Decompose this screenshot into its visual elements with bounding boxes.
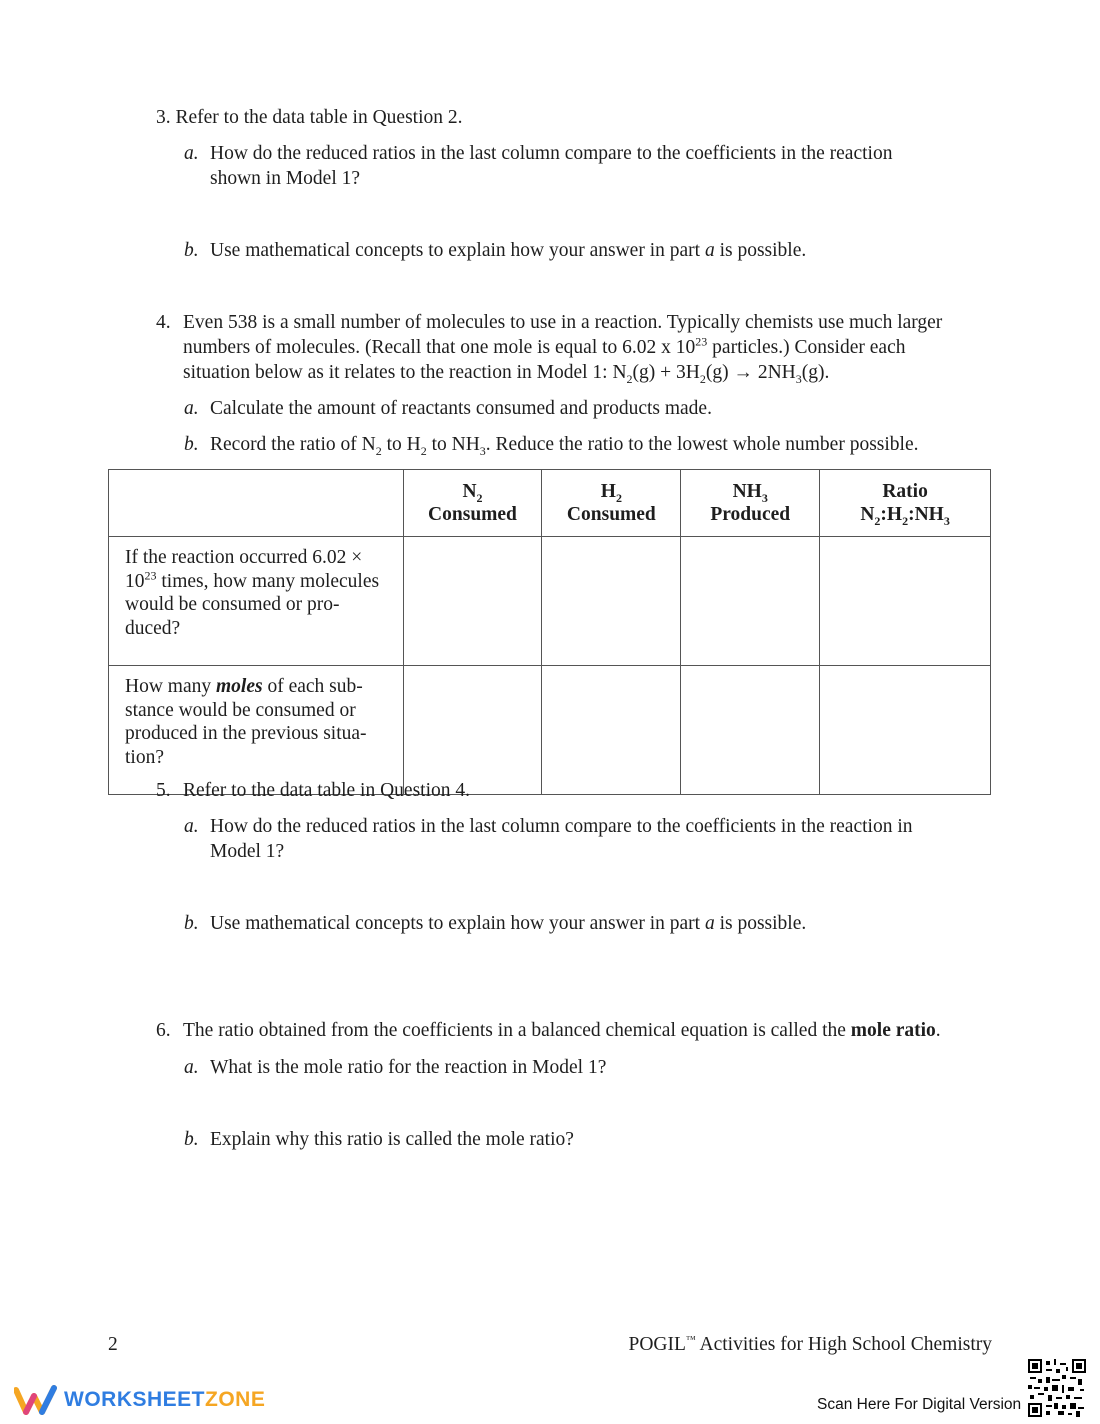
question-4a [184, 396, 712, 421]
part-text: Explain why this ratio is called the mole ratio? [210, 1129, 574, 1150]
part-text: Use mathematical concepts to explain how your answer in part [210, 240, 705, 261]
part-ref: a [704, 240, 715, 261]
part-label: b. [184, 240, 199, 261]
worksheetzone-logo-icon [14, 1384, 60, 1416]
question-text: . [935, 1020, 941, 1041]
part-label: a. [184, 816, 199, 837]
part-text-line: How do the reduced ratios in the last column compare to the coefficients in the reaction in [210, 816, 913, 837]
subscript: 2 [626, 371, 633, 386]
table-header-n2: $N_2$ Consumed [403, 470, 542, 537]
key-term: mole ratio [850, 1020, 936, 1041]
part-text: . Reduce the ratio to the lowest whole number possible. [485, 434, 919, 455]
question-text-line: numbers of molecules. (Recall that one mole is equal to 6.02 x 10 [183, 337, 696, 358]
question-5b [184, 911, 806, 936]
subscript: 3 [795, 371, 802, 386]
question-4 [156, 310, 942, 385]
question-text-line: Even 538 is a small number of molecules to use in a reaction. Typically chemists use much larger [183, 312, 943, 333]
question-number: 6. [156, 1020, 171, 1041]
part-text: Record the ratio of N [210, 434, 376, 455]
row-label-molecules: If the reaction occurred 6.02 × $10^{23}$ times, how many molecules would be consumed or pro- duced? [109, 537, 404, 666]
worksheetzone-logo[interactable] [14, 1384, 265, 1416]
row-label-moles: How many moles of each sub- stance would be consumed or produced in the previous situa- tion? [109, 666, 404, 795]
answer-cell-nh3-molecules[interactable] [681, 537, 820, 666]
part-text: to H [381, 434, 421, 455]
question-5 [156, 778, 470, 803]
question-6a [184, 1055, 606, 1080]
question-number: 5. [156, 780, 171, 801]
part-text: is possible. [714, 240, 807, 261]
page-number: 2 [108, 1334, 118, 1355]
question-3 [156, 105, 463, 130]
equation-text: (g) → 2NH [705, 362, 796, 383]
question-number: 4. [156, 312, 171, 333]
part-text: What is the mole ratio for the reaction in Model 1? [210, 1057, 607, 1078]
exponent: 23 [695, 334, 708, 349]
question-text: Refer to the data table in Question 2. [175, 107, 463, 128]
part-text-line: How do the reduced ratios in the last column compare to the coefficients in the reaction [210, 143, 893, 164]
part-label: a. [184, 1057, 199, 1078]
question-3a [184, 141, 892, 191]
qr-code-icon[interactable] [1028, 1359, 1086, 1417]
answer-cell-n2-molecules[interactable] [403, 537, 542, 666]
part-text-line: Model 1? [210, 841, 285, 862]
part-text: is possible. [714, 913, 807, 934]
question-text: The ratio obtained from the coefficients in a balanced chemical equation is called the [183, 1020, 851, 1041]
table-header-blank [109, 470, 404, 537]
table-row [109, 666, 991, 795]
part-label: a. [184, 398, 199, 419]
part-text: Use mathematical concepts to explain how your answer in part [210, 913, 705, 934]
part-label: a. [184, 143, 199, 164]
question-6 [156, 1018, 941, 1043]
question-4b [184, 432, 919, 457]
question-number: 3. [156, 107, 171, 128]
data-table [108, 469, 991, 795]
footer-title: POGIL™ Activities for High School Chemistry [628, 1334, 992, 1355]
equation-text: (g). [801, 362, 830, 383]
logo-wordmark: WORKSHEETZONE [64, 1388, 266, 1411]
question-text: Refer to the data table in Question 4. [183, 780, 470, 801]
subscript: 2 [699, 371, 706, 386]
table-header-row [109, 470, 991, 537]
table-header-h2: $H_2$ Consumed [542, 470, 681, 537]
question-text-line: particles.) Consider each [707, 337, 906, 358]
part-text: to NH [426, 434, 480, 455]
answer-cell-h2-molecules[interactable] [542, 537, 681, 666]
table-header-nh3: $NH_3$ Produced [681, 470, 820, 537]
answer-cell-h2-moles[interactable] [542, 666, 681, 795]
part-text-line: shown in Model 1? [210, 168, 361, 189]
part-ref: a [704, 913, 715, 934]
answer-cell-nh3-moles[interactable] [681, 666, 820, 795]
part-label: b. [184, 913, 199, 934]
answer-cell-ratio-moles[interactable] [820, 666, 991, 795]
equation-text: (g) + 3H [632, 362, 700, 383]
question-3b [184, 238, 806, 263]
question-6b [184, 1127, 574, 1152]
table-header-ratio: Ratio $N_2:H_2:NH_3$ [820, 470, 991, 537]
answer-cell-n2-moles[interactable] [403, 666, 542, 795]
answer-cell-ratio-molecules[interactable] [820, 537, 991, 666]
equation-text: situation below as it relates to the reaction in Model 1: N [183, 362, 627, 383]
subscript: 3 [479, 443, 486, 458]
scan-caption: Scan Here For Digital Version [817, 1396, 1022, 1413]
question-5a [184, 814, 913, 864]
part-text: Calculate the amount of reactants consumed and products made. [210, 398, 712, 419]
table-row [109, 537, 991, 666]
part-label: b. [184, 434, 199, 455]
subscript: 2 [375, 443, 382, 458]
part-label: b. [184, 1129, 199, 1150]
subscript: 2 [420, 443, 427, 458]
